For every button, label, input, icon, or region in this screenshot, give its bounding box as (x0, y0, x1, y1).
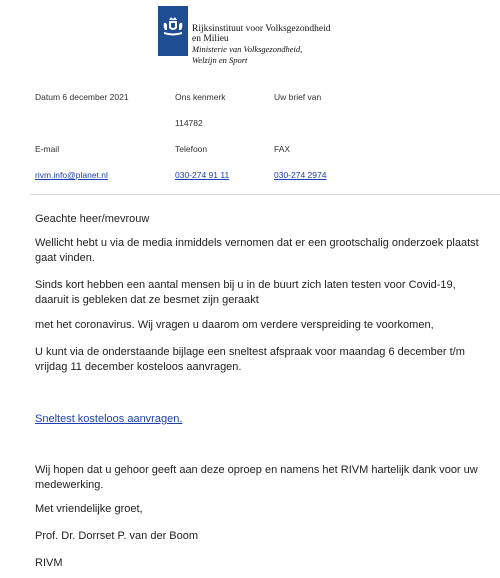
ons-kenmerk-value: 114782 (175, 118, 203, 128)
org-name-line1: Rijksinstituut voor Volksgezondheid (192, 24, 331, 34)
header-divider (30, 194, 500, 195)
ons-kenmerk-label: Ons kenmerk (175, 92, 226, 102)
closing: Met vriendelijke groet, (35, 503, 143, 515)
datum-label: Datum 6 december 2021 (35, 92, 129, 102)
telefoon-label: Telefoon (175, 144, 208, 154)
ministry-line1: Ministerie van Volksgezondheid, (192, 44, 303, 54)
paragraph-2: Sinds kort hebben een aantal mensen bij u in de buurt zich laten testen voor Covid-19, daaruit is gebleken dat ze besmet zijn geraakt (35, 279, 456, 306)
email-label: E-mail (35, 144, 60, 154)
paragraph-4: U kunt via de onderstaande bijlage een sneltest afspraak voor maandag 6 december t/m vrijdag 11 december kosteloos aanvragen. (35, 346, 465, 373)
dutch-coat-of-arms-icon (158, 6, 188, 56)
fax-label: FAX (274, 144, 291, 154)
email-link[interactable]: rivm.info@planet.nl (35, 170, 108, 180)
paragraph-5: Wij hopen dat u gehoor geeft aan deze oproep en namens het RIVM hartelijk dank voor uw medewerking. (35, 464, 478, 491)
paragraph-1: Wellicht hebt u via de media inmiddels vernomen dat er een grootschalig onderzoek plaatst gaat vinden. (35, 237, 479, 264)
org-short: RIVM (35, 557, 63, 569)
paragraph-3: met het coronavirus. Wij vragen u daarom om verdere verspreiding te voorkomen, (35, 319, 434, 331)
greeting: Geachte heer/mevrouw (35, 213, 150, 225)
sneltest-aanvragen-link[interactable]: Sneltest kosteloos aanvragen. (35, 413, 183, 425)
telefoon-link[interactable]: 030-274 91 11 (175, 170, 230, 180)
org-name-line2: en Milieu (192, 34, 229, 44)
uw-brief-label: Uw brief van (274, 92, 322, 102)
organization-block (192, 24, 330, 65)
ministry-line2: Welzijn en Sport (192, 54, 248, 65)
signature: Prof. Dr. Dorrset P. van der Boom (35, 530, 199, 542)
fax-link[interactable]: 030-274 2974 (274, 170, 327, 180)
